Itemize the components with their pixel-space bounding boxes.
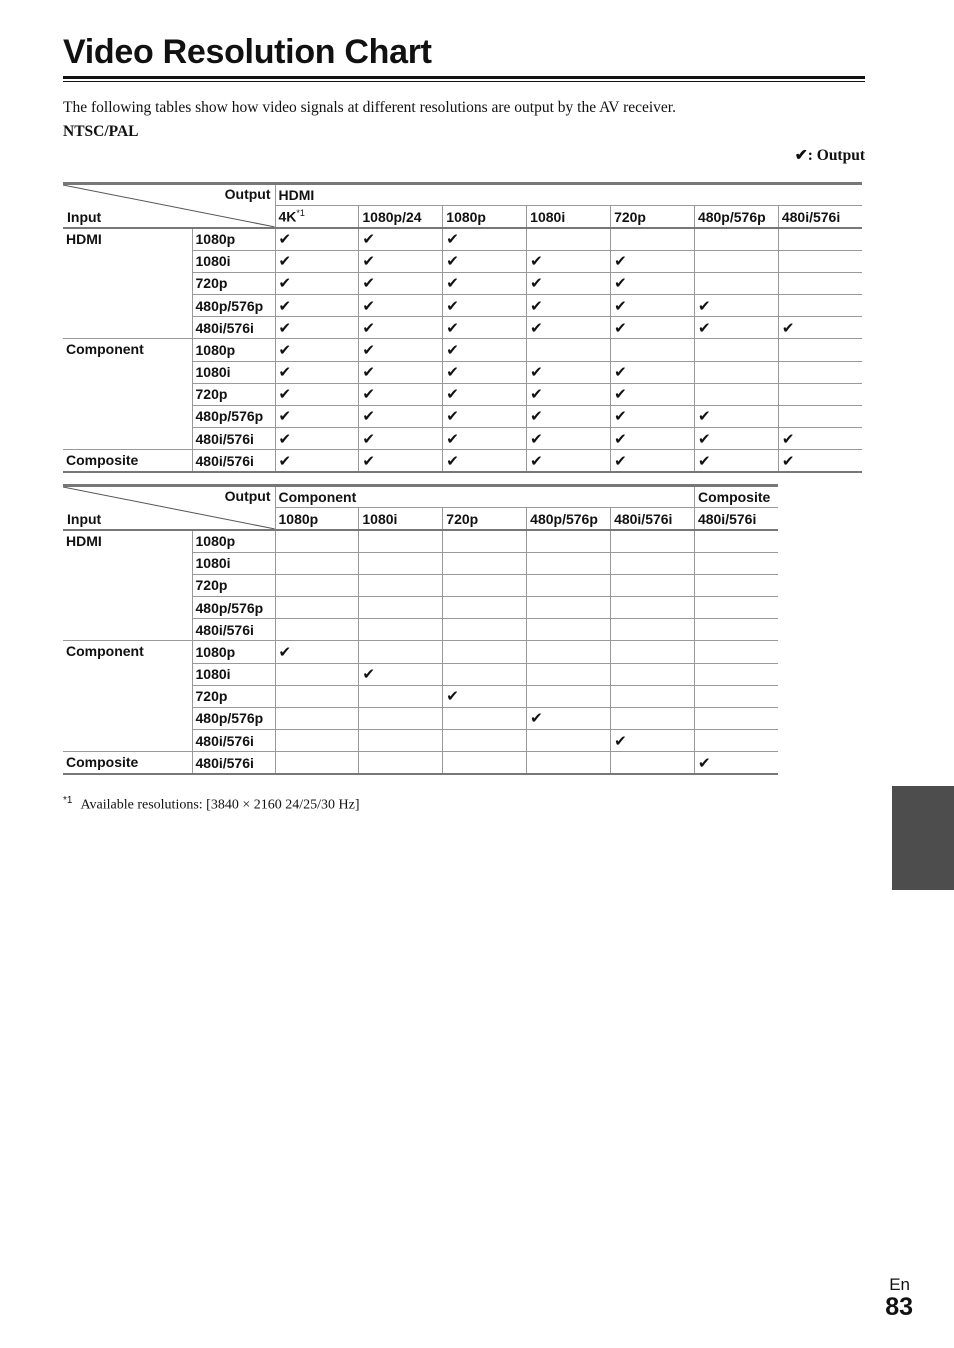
check-icon: ✔ bbox=[278, 407, 292, 426]
check-icon: ✔ bbox=[781, 318, 795, 337]
output-cell bbox=[611, 619, 695, 641]
output-cell bbox=[275, 685, 359, 707]
output-cell bbox=[359, 552, 443, 574]
check-icon: ✔ bbox=[446, 451, 459, 470]
output-cell bbox=[694, 339, 778, 361]
output-column-header bbox=[443, 206, 527, 228]
output-cell bbox=[778, 383, 862, 405]
output-cell bbox=[275, 530, 359, 552]
output-cell bbox=[694, 663, 778, 685]
check-icon: ✔ bbox=[278, 230, 292, 249]
check-icon: ✔ bbox=[614, 451, 627, 470]
check-icon: ✔ bbox=[614, 252, 627, 271]
table-row bbox=[63, 530, 778, 552]
output-cell bbox=[694, 317, 778, 339]
output-column-header bbox=[359, 508, 443, 530]
input-resolution: 1080i bbox=[192, 663, 275, 685]
output-cell bbox=[611, 641, 695, 663]
check-icon: ✔ bbox=[446, 429, 459, 448]
output-cell bbox=[359, 663, 443, 685]
check-icon: ✔ bbox=[530, 363, 543, 382]
output-cell bbox=[443, 361, 527, 383]
output-cell bbox=[611, 663, 695, 685]
output-cell bbox=[443, 530, 527, 552]
input-resolution: 720p bbox=[192, 574, 275, 596]
output-cell bbox=[275, 228, 359, 250]
check-icon: ✔ bbox=[530, 385, 543, 404]
input-group-label: HDMI bbox=[63, 530, 192, 641]
output-column-header bbox=[694, 508, 778, 530]
output-group-header: HDMI bbox=[275, 184, 862, 206]
check-icon: ✔ bbox=[614, 407, 627, 426]
output-cell bbox=[527, 294, 611, 316]
check-icon: ✔ bbox=[530, 429, 543, 448]
output-cell bbox=[527, 339, 611, 361]
check-icon: ✔ bbox=[697, 407, 711, 426]
check-icon: ✔ bbox=[530, 274, 543, 293]
output-cell bbox=[778, 361, 862, 383]
output-cell bbox=[778, 317, 862, 339]
output-cell bbox=[611, 228, 695, 250]
footnote-marker: *1 bbox=[63, 795, 73, 806]
output-cell bbox=[611, 552, 695, 574]
output-cell bbox=[443, 574, 527, 596]
output-cell bbox=[275, 619, 359, 641]
column-label: 720p bbox=[614, 208, 646, 225]
output-axis-label: Output bbox=[224, 186, 271, 202]
check-icon: ✔ bbox=[362, 407, 375, 426]
output-cell bbox=[443, 752, 527, 774]
output-cell bbox=[359, 250, 443, 272]
output-cell bbox=[694, 530, 778, 552]
output-cell bbox=[275, 596, 359, 618]
output-cell bbox=[694, 228, 778, 250]
check-icon: ✔ bbox=[362, 363, 375, 382]
check-icon: ✔ bbox=[278, 429, 292, 448]
output-cell bbox=[611, 405, 695, 427]
check-icon: ✔ bbox=[697, 318, 711, 337]
check-icon: ✔ bbox=[362, 385, 375, 404]
table-row bbox=[63, 450, 862, 472]
check-icon: ✔ bbox=[362, 665, 375, 684]
check-icon: ✔ bbox=[530, 252, 543, 271]
output-cell bbox=[611, 294, 695, 316]
column-label: 480p/576p bbox=[530, 510, 598, 527]
output-cell bbox=[275, 450, 359, 472]
check-icon: ✔ bbox=[614, 385, 627, 404]
check-icon: ✔ bbox=[697, 296, 711, 315]
output-cell bbox=[527, 596, 611, 618]
input-resolution: 480i/576i bbox=[192, 428, 275, 450]
check-icon: ✔ bbox=[697, 451, 711, 470]
output-cell bbox=[275, 663, 359, 685]
output-cell bbox=[443, 663, 527, 685]
output-cell bbox=[611, 530, 695, 552]
output-cell bbox=[527, 450, 611, 472]
check-icon: ✔ bbox=[446, 318, 459, 337]
table-row bbox=[63, 641, 778, 663]
input-resolution: 1080i bbox=[192, 361, 275, 383]
input-axis-label: Input bbox=[67, 510, 102, 527]
output-column-header bbox=[359, 206, 443, 228]
output-cell bbox=[443, 405, 527, 427]
check-icon: ✔ bbox=[278, 385, 292, 404]
output-cell bbox=[694, 641, 778, 663]
output-cell bbox=[359, 619, 443, 641]
output-cell bbox=[694, 405, 778, 427]
output-cell bbox=[611, 574, 695, 596]
output-column-header bbox=[527, 508, 611, 530]
output-cell bbox=[443, 619, 527, 641]
check-icon: ✔ bbox=[278, 274, 292, 293]
output-cell bbox=[275, 405, 359, 427]
output-cell bbox=[527, 228, 611, 250]
corner-cell bbox=[63, 486, 275, 530]
output-cell bbox=[275, 641, 359, 663]
output-cell bbox=[611, 272, 695, 294]
input-resolution: 720p bbox=[192, 383, 275, 405]
footnote-text: Available resolutions: [3840 × 2160 24/25/30 Hz] bbox=[80, 797, 360, 813]
check-icon: ✔ bbox=[362, 429, 375, 448]
output-cell bbox=[359, 574, 443, 596]
output-cell bbox=[527, 250, 611, 272]
output-cell bbox=[443, 641, 527, 663]
output-legend: ✔: Output bbox=[794, 147, 865, 164]
output-cell bbox=[275, 361, 359, 383]
output-cell bbox=[611, 361, 695, 383]
output-cell bbox=[443, 317, 527, 339]
check-icon: ✔ bbox=[362, 318, 375, 337]
output-cell bbox=[275, 428, 359, 450]
output-cell bbox=[778, 405, 862, 427]
output-cell bbox=[443, 685, 527, 707]
output-cell bbox=[359, 317, 443, 339]
input-resolution: 480i/576i bbox=[192, 317, 275, 339]
output-cell bbox=[527, 383, 611, 405]
output-cell bbox=[359, 685, 443, 707]
column-label: 1080p/24 bbox=[362, 208, 422, 225]
check-icon: ✔ bbox=[446, 340, 459, 359]
output-cell bbox=[275, 552, 359, 574]
output-cell bbox=[611, 428, 695, 450]
output-cell bbox=[694, 552, 778, 574]
output-cell bbox=[359, 361, 443, 383]
check-icon: ✔ bbox=[278, 340, 292, 359]
page-number: 83 bbox=[885, 1293, 913, 1321]
check-icon: ✔ bbox=[614, 296, 627, 315]
output-cell bbox=[443, 730, 527, 752]
title-rule-thin bbox=[63, 81, 865, 82]
intro-text: The following tables show how video signals at different resolutions are output by the AV receiver. bbox=[63, 99, 676, 116]
output-cell bbox=[527, 663, 611, 685]
column-label: 480i/576i bbox=[614, 510, 673, 527]
output-cell bbox=[694, 428, 778, 450]
column-label: 480i/576i bbox=[697, 510, 757, 527]
output-cell bbox=[694, 361, 778, 383]
check-icon: ✔ bbox=[446, 230, 459, 249]
check-icon: ✔ bbox=[614, 731, 627, 750]
input-resolution: 480i/576i bbox=[192, 619, 275, 641]
output-cell bbox=[443, 294, 527, 316]
output-column-header bbox=[611, 508, 695, 530]
input-resolution: 480p/576p bbox=[192, 294, 275, 316]
output-cell bbox=[443, 383, 527, 405]
output-cell bbox=[694, 383, 778, 405]
output-cell bbox=[611, 707, 695, 729]
input-resolution: 1080i bbox=[192, 250, 275, 272]
output-cell bbox=[275, 294, 359, 316]
output-cell bbox=[359, 641, 443, 663]
output-cell bbox=[359, 383, 443, 405]
output-cell bbox=[527, 730, 611, 752]
output-column-header bbox=[778, 206, 862, 228]
check-icon: ✔ bbox=[530, 296, 543, 315]
check-icon: ✔ bbox=[614, 318, 627, 337]
output-cell bbox=[527, 272, 611, 294]
output-cell bbox=[611, 339, 695, 361]
input-resolution: 1080p bbox=[192, 228, 275, 250]
output-cell bbox=[275, 574, 359, 596]
output-cell bbox=[694, 619, 778, 641]
table-row bbox=[63, 752, 778, 774]
check-icon: ✔ bbox=[362, 230, 375, 249]
output-column-header bbox=[275, 206, 359, 228]
output-cell bbox=[275, 383, 359, 405]
page-title: Video Resolution Chart bbox=[63, 33, 432, 71]
output-cell bbox=[694, 450, 778, 472]
input-resolution: 480i/576i bbox=[192, 730, 275, 752]
input-resolution: 1080i bbox=[192, 552, 275, 574]
check-icon: ✔ bbox=[781, 429, 795, 448]
output-cell bbox=[275, 339, 359, 361]
output-cell bbox=[778, 272, 862, 294]
output-cell bbox=[275, 707, 359, 729]
output-cell bbox=[275, 317, 359, 339]
output-cell bbox=[443, 428, 527, 450]
input-resolution: 480p/576p bbox=[192, 405, 275, 427]
check-icon: ✔ bbox=[530, 709, 543, 728]
check-icon: ✔ bbox=[614, 274, 627, 293]
output-cell bbox=[527, 530, 611, 552]
check-icon: ✔ bbox=[278, 296, 292, 315]
check-icon: ✔ bbox=[446, 407, 459, 426]
output-column-header bbox=[275, 508, 359, 530]
output-cell bbox=[359, 294, 443, 316]
output-cell bbox=[359, 730, 443, 752]
footnote-ref: *1 bbox=[296, 208, 305, 219]
output-cell bbox=[359, 530, 443, 552]
input-group-label: Composite bbox=[63, 450, 192, 472]
output-cell bbox=[694, 752, 778, 774]
output-cell bbox=[694, 294, 778, 316]
output-group-header: Composite bbox=[694, 486, 778, 508]
input-resolution: 720p bbox=[192, 685, 275, 707]
output-cell bbox=[359, 596, 443, 618]
corner-cell bbox=[63, 184, 275, 228]
column-label: 1080i bbox=[530, 208, 566, 225]
input-group-label: HDMI bbox=[63, 228, 192, 339]
output-cell bbox=[359, 272, 443, 294]
output-cell bbox=[359, 405, 443, 427]
check-icon: ✔ bbox=[697, 429, 711, 448]
check-icon: ✔ bbox=[446, 296, 459, 315]
output-column-header bbox=[527, 206, 611, 228]
output-cell bbox=[611, 596, 695, 618]
output-cell bbox=[694, 685, 778, 707]
check-icon: ✔ bbox=[278, 451, 292, 470]
check-icon: ✔ bbox=[781, 451, 795, 470]
output-cell bbox=[275, 730, 359, 752]
input-resolution: 480p/576p bbox=[192, 707, 275, 729]
output-cell bbox=[611, 250, 695, 272]
input-group-label: Composite bbox=[63, 752, 192, 774]
output-cell bbox=[443, 596, 527, 618]
output-cell bbox=[694, 250, 778, 272]
column-label: 1080i bbox=[362, 510, 398, 527]
output-cell bbox=[527, 707, 611, 729]
check-icon: ✔ bbox=[362, 274, 375, 293]
output-cell bbox=[443, 707, 527, 729]
check-icon: ✔ bbox=[446, 252, 459, 271]
input-group-label: Component bbox=[63, 339, 192, 450]
output-cell bbox=[359, 450, 443, 472]
section-subtitle: NTSC/PAL bbox=[63, 123, 139, 140]
language-label: En bbox=[889, 1275, 910, 1294]
check-icon: ✔ bbox=[697, 753, 711, 772]
input-resolution: 480i/576i bbox=[192, 752, 275, 774]
column-label: 1080p bbox=[278, 510, 319, 527]
output-cell bbox=[527, 619, 611, 641]
output-cell bbox=[527, 428, 611, 450]
output-cell bbox=[359, 428, 443, 450]
output-cell bbox=[611, 317, 695, 339]
check-icon: ✔ bbox=[530, 318, 543, 337]
check-icon: ✔ bbox=[362, 296, 375, 315]
output-cell bbox=[275, 752, 359, 774]
output-cell bbox=[443, 272, 527, 294]
check-icon: ✔ bbox=[614, 429, 627, 448]
output-cell bbox=[778, 228, 862, 250]
output-cell bbox=[694, 730, 778, 752]
output-cell bbox=[443, 339, 527, 361]
output-cell bbox=[527, 641, 611, 663]
output-cell bbox=[778, 250, 862, 272]
output-cell bbox=[527, 574, 611, 596]
check-icon: ✔ bbox=[446, 385, 459, 404]
check-icon: ✔ bbox=[446, 274, 459, 293]
output-cell bbox=[527, 685, 611, 707]
input-resolution: 1080p bbox=[192, 530, 275, 552]
title-rule-thick bbox=[63, 76, 865, 79]
chapter-side-tab bbox=[892, 786, 954, 890]
table-row bbox=[63, 339, 862, 361]
output-cell bbox=[443, 228, 527, 250]
output-cell bbox=[275, 272, 359, 294]
output-column-header bbox=[443, 508, 527, 530]
output-cell bbox=[443, 552, 527, 574]
output-cell bbox=[611, 752, 695, 774]
output-cell bbox=[694, 596, 778, 618]
check-icon: ✔ bbox=[278, 252, 292, 271]
input-resolution: 480p/576p bbox=[192, 596, 275, 618]
output-cell bbox=[527, 552, 611, 574]
output-cell bbox=[275, 250, 359, 272]
component-composite-output-table bbox=[63, 484, 778, 775]
output-cell bbox=[443, 450, 527, 472]
output-cell bbox=[527, 361, 611, 383]
output-cell bbox=[611, 450, 695, 472]
output-cell bbox=[359, 752, 443, 774]
output-cell bbox=[359, 707, 443, 729]
input-axis-label: Input bbox=[67, 208, 102, 225]
check-icon: ✔ bbox=[614, 363, 627, 382]
output-cell bbox=[778, 450, 862, 472]
check-icon: ✔ bbox=[362, 252, 375, 271]
column-label: 4K bbox=[278, 208, 297, 225]
check-icon: ✔ bbox=[446, 363, 459, 382]
input-resolution: 1080p bbox=[192, 641, 275, 663]
column-label: 720p bbox=[446, 510, 479, 527]
output-axis-label: Output bbox=[224, 488, 271, 504]
check-icon: ✔ bbox=[278, 363, 292, 382]
output-cell bbox=[359, 339, 443, 361]
input-resolution: 720p bbox=[192, 272, 275, 294]
output-cell bbox=[778, 294, 862, 316]
hdmi-output-table bbox=[63, 182, 862, 473]
check-icon: ✔ bbox=[278, 318, 292, 337]
header-row-groups bbox=[63, 184, 862, 206]
table-row bbox=[63, 228, 862, 250]
output-cell bbox=[527, 317, 611, 339]
output-cell bbox=[694, 707, 778, 729]
output-cell bbox=[527, 405, 611, 427]
output-cell bbox=[611, 383, 695, 405]
output-cell bbox=[611, 730, 695, 752]
header-row-groups bbox=[63, 486, 778, 508]
output-group-header: Component bbox=[275, 486, 694, 508]
input-resolution: 1080p bbox=[192, 339, 275, 361]
check-icon: ✔ bbox=[278, 642, 292, 661]
output-column-header bbox=[694, 206, 778, 228]
check-icon: ✔ bbox=[362, 451, 375, 470]
output-cell bbox=[443, 250, 527, 272]
check-icon: ✔ bbox=[530, 451, 543, 470]
check-icon: ✔ bbox=[530, 407, 543, 426]
input-group-label: Component bbox=[63, 641, 192, 752]
column-label: 480i/576i bbox=[781, 208, 841, 225]
output-cell bbox=[778, 339, 862, 361]
output-cell bbox=[778, 428, 862, 450]
input-resolution: 480i/576i bbox=[192, 450, 275, 472]
check-icon: ✔ bbox=[362, 340, 375, 359]
output-column-header bbox=[611, 206, 695, 228]
column-label: 480p/576p bbox=[697, 208, 766, 225]
column-label: 1080p bbox=[446, 208, 486, 225]
output-cell bbox=[611, 685, 695, 707]
output-cell bbox=[359, 228, 443, 250]
check-icon: ✔ bbox=[446, 687, 459, 706]
output-cell bbox=[694, 272, 778, 294]
footnote bbox=[63, 792, 360, 815]
output-cell bbox=[527, 752, 611, 774]
output-cell bbox=[694, 574, 778, 596]
